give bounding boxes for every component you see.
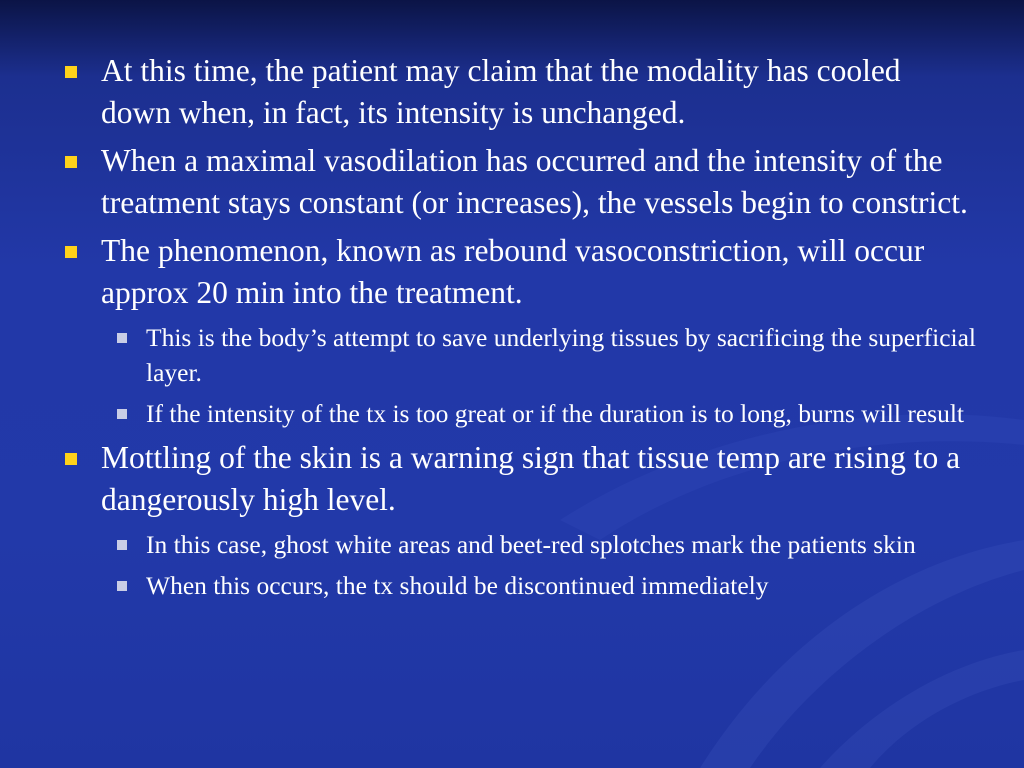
small-square-bullet-icon: [117, 581, 127, 591]
square-bullet-icon: [65, 156, 77, 168]
sub-bullet-item: [58, 320, 978, 390]
small-square-bullet-icon: [117, 409, 127, 419]
bullet-text: The phenomenon, known as rebound vasoconstriction, will occur approx 20 min into the treatment.: [101, 233, 925, 310]
sub-bullet-text: This is the body’s attempt to save underlying tissues by sacrificing the superficial layer.: [146, 323, 976, 387]
small-square-bullet-icon: [117, 540, 127, 550]
bullet-item: [58, 230, 978, 314]
bullet-text: When a maximal vasodilation has occurred and the intensity of the treatment stays constant (or increases), the vessels begin to constrict.: [101, 143, 968, 220]
bullet-item: [58, 140, 978, 224]
bullet-item: [58, 437, 978, 521]
sub-bullet-text: In this case, ghost white areas and beet-red splotches mark the patients skin: [146, 530, 916, 559]
square-bullet-icon: [65, 453, 77, 465]
slide-body: [58, 50, 978, 609]
sub-bullet-text: If the intensity of the tx is too great or if the duration is to long, burns will result: [146, 399, 964, 428]
bullet-text: At this time, the patient may claim that the modality has cooled down when, in fact, its intensity is unchanged.: [101, 53, 901, 130]
sub-bullet-item: [58, 396, 978, 431]
bullet-text: Mottling of the skin is a warning sign that tissue temp are rising to a dangerously high level.: [101, 440, 961, 517]
square-bullet-icon: [65, 66, 77, 78]
square-bullet-icon: [65, 246, 77, 258]
bullet-item: [58, 50, 978, 134]
sub-bullet-item: [58, 568, 978, 603]
small-square-bullet-icon: [117, 333, 127, 343]
sub-bullet-item: [58, 527, 978, 562]
sub-bullet-text: When this occurs, the tx should be discontinued immediately: [146, 571, 769, 600]
